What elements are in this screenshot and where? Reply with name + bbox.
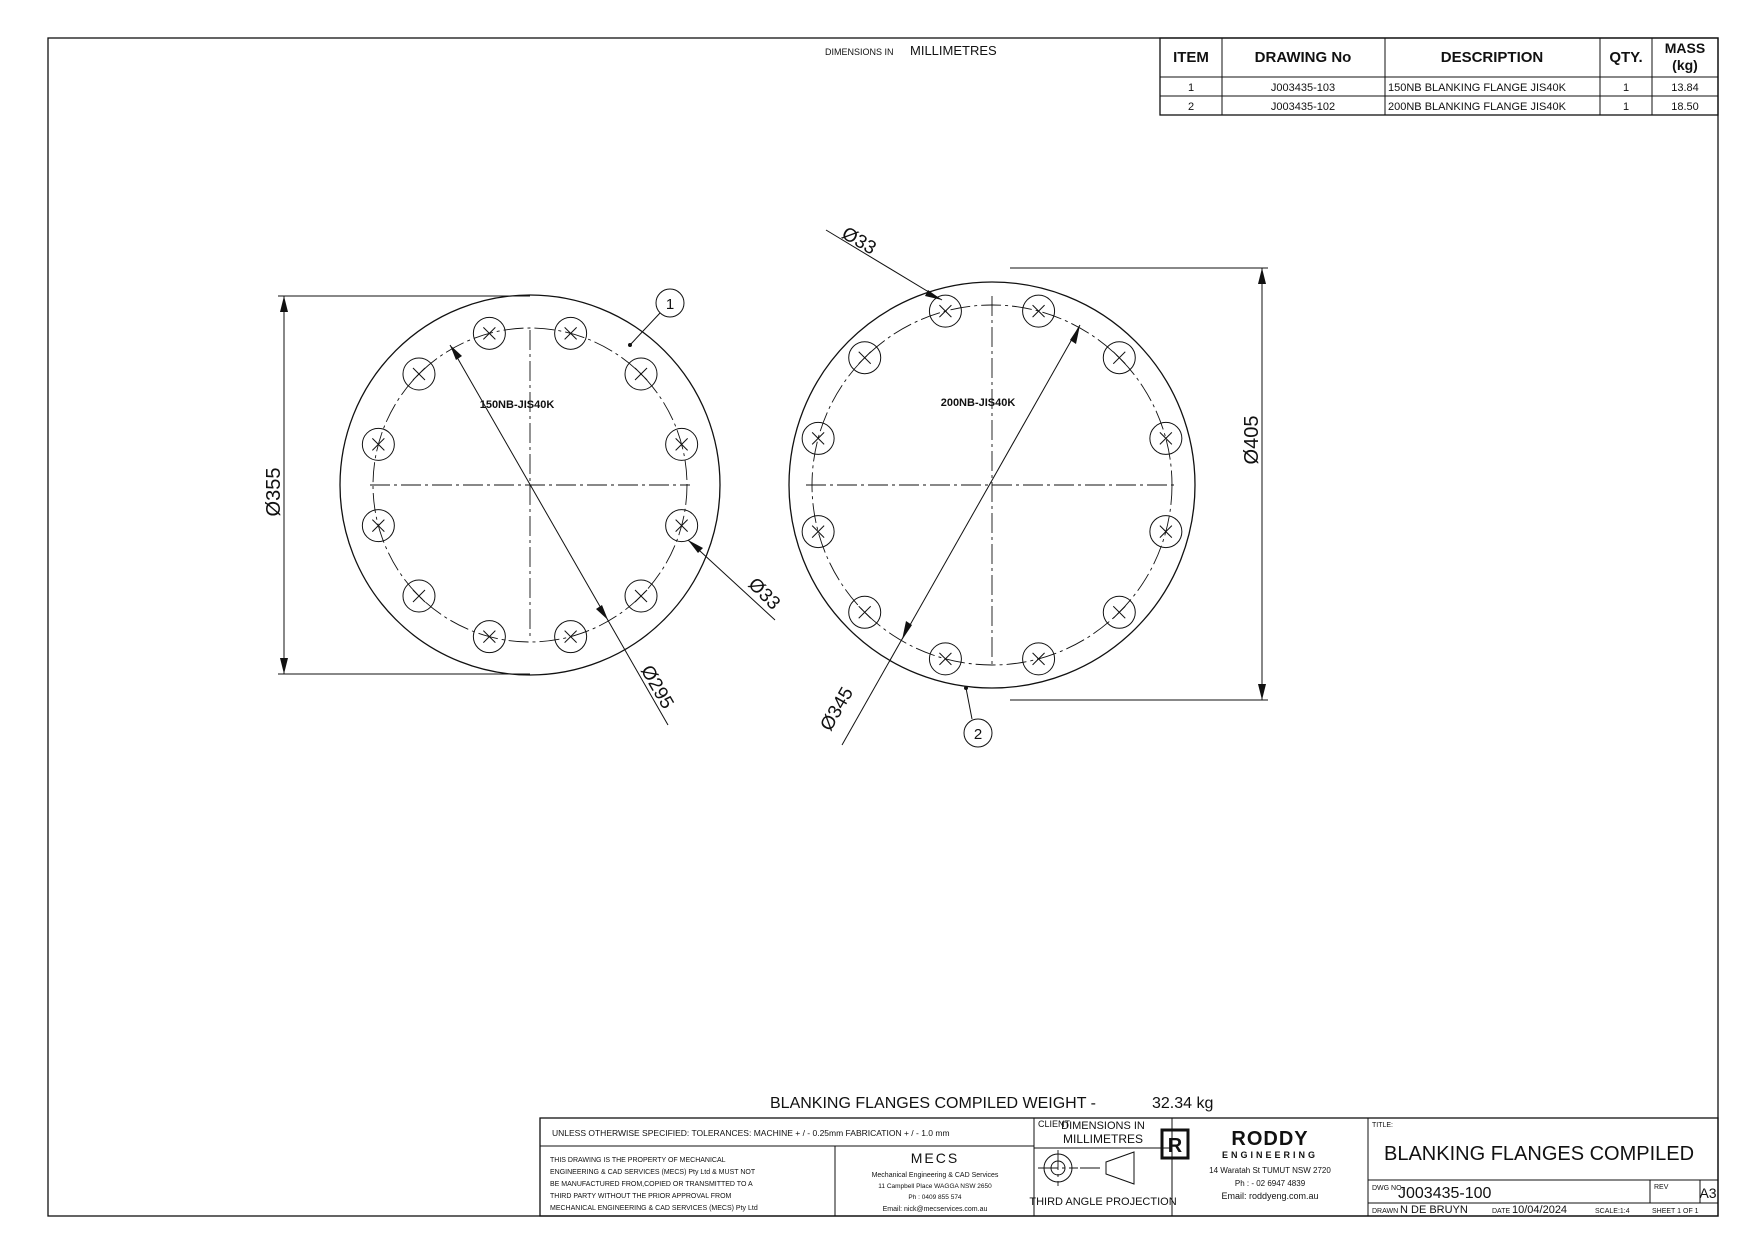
bom-header-description: DESCRIPTION [1440,49,1544,66]
bom-header-qty: QTY. [1609,49,1643,66]
date-label: DATE [1492,1208,1511,1215]
bom-row-2-description: 200NB BLANKING FLANGE JIS40K [1388,101,1566,113]
dims-in-label: DIMENSIONS IN [1061,1120,1145,1132]
client-line-2: Ph : - 02 6947 4839 [1234,1179,1306,1188]
property-line-4: THIRD PARTY WITHOUT THE PRIOR APPROVAL FROM [550,1193,732,1200]
rev-value: A3 [1699,1185,1717,1201]
compiled-weight-value: 32.34 kg [1152,1095,1214,1112]
property-line-5: MECHANICAL ENGINEERING & CAD SERVICES (MECS) Pty Ltd [550,1205,758,1212]
roddy-logo [1162,1128,1318,1160]
flange-2-view [789,223,1268,747]
title-block [540,1118,1718,1216]
drawn-by: N DE BRUYN [1400,1204,1468,1216]
dwg-no: J003435-100 [1398,1185,1492,1202]
bom-row-1-qty: 1 [1622,82,1630,94]
header-dims-small: DIMENSIONS IN [825,47,894,57]
date-value: 10/04/2024 [1512,1204,1568,1216]
client-label: CLIENT [1038,1119,1071,1129]
bom-row-2-drawing: J003435-102 [1270,101,1336,113]
scale: SCALE:1:4 [1595,1208,1630,1215]
bom-row-2-qty: 1 [1622,101,1630,113]
bill-of-materials [1160,38,1718,115]
bom-row-1-mass: 13.84 [1671,82,1699,94]
flange-2-pcd-dim: Ø345 [816,683,858,735]
mecs-line-2: 11 Campbell Place WAGGA NSW 2650 [878,1183,992,1190]
mecs-line-3: Ph : 0409 855 574 [908,1194,962,1201]
flange-2-balloon-number: 2 [973,726,983,743]
svg-text:RODDY: RODDY [1231,1128,1309,1150]
mecs-logo: MECS [910,1150,960,1166]
compiled-weight-label: BLANKING FLANGES COMPILED WEIGHT - [770,1095,1096,1112]
mecs-line-1: Mechanical Engineering & CAD Services [871,1172,999,1179]
title-label: TITLE: [1372,1122,1394,1129]
property-line-1: THIS DRAWING IS THE PROPERTY OF MECHANICAL [550,1157,726,1164]
flange-2-hole-dim: Ø33 [837,223,880,260]
mecs-line-4: Email: nick@mecservices.com.au [882,1206,988,1213]
third-angle-projection-symbol [1038,1150,1134,1186]
sheet-number: SHEET 1 OF 1 [1652,1208,1699,1215]
flange-1-outer-dim: Ø355 [263,467,285,517]
bom-header-mass-unit: (kg) [1672,57,1698,73]
millimetres-label: MILLIMETRES [1062,1132,1144,1146]
bom-row-2-item: 2 [1187,101,1195,113]
flange-2-outer-dim: Ø405 [1241,415,1263,465]
rev-label: REV [1654,1184,1669,1191]
header-dims-big: MILLIMETRES [910,43,997,58]
flange-1-view [263,289,784,725]
drawn-label: DRAWN [1372,1208,1399,1215]
bom-row-1-item: 1 [1187,82,1195,94]
client-line-1: 14 Waratah St TUMUT NSW 2720 [1209,1166,1331,1175]
bom-row-2-mass: 18.50 [1671,101,1699,113]
sheet-border [48,38,1718,1216]
bom-header-mass: MASS [1664,40,1706,56]
dwg-no-label: DWG NO. [1372,1185,1404,1192]
svg-text:R: R [1167,1135,1183,1157]
property-line-2: ENGINEERING & CAD SERVICES (MECS) Pty Ltd & MUST NOT [550,1169,756,1176]
flange-1-label: 150NB-JIS40K [479,399,555,411]
drawing-title: BLANKING FLANGES COMPILED [1384,1143,1695,1165]
bom-header-drawing: DRAWING No [1254,49,1352,66]
property-line-3: BE MANUFACTURED FROM,COPIED OR TRANSMITTED TO A [550,1181,753,1188]
projection-label: THIRD ANGLE PROJECTION [1029,1196,1177,1208]
flange-1-balloon-number: 1 [665,296,675,313]
client-line-3: Email: roddyeng.com.au [1221,1191,1319,1201]
tolerances-note: UNLESS OTHERWISE SPECIFIED: TOLERANCES: MACHINE + / - 0.25mm FABRICATION + / - 1.0 mm [552,1128,950,1138]
flange-2-label: 200NB-JIS40K [940,397,1016,409]
bom-row-1-description: 150NB BLANKING FLANGE JIS40K [1388,82,1566,94]
flange-1-pcd-dim: Ø295 [636,661,678,713]
bom-row-1-drawing: J003435-103 [1270,82,1336,94]
svg-text:ENGINEERING: ENGINEERING [1221,1150,1319,1160]
flange-1-hole-dim: Ø33 [743,573,785,615]
bom-header-item: ITEM [1173,49,1209,66]
